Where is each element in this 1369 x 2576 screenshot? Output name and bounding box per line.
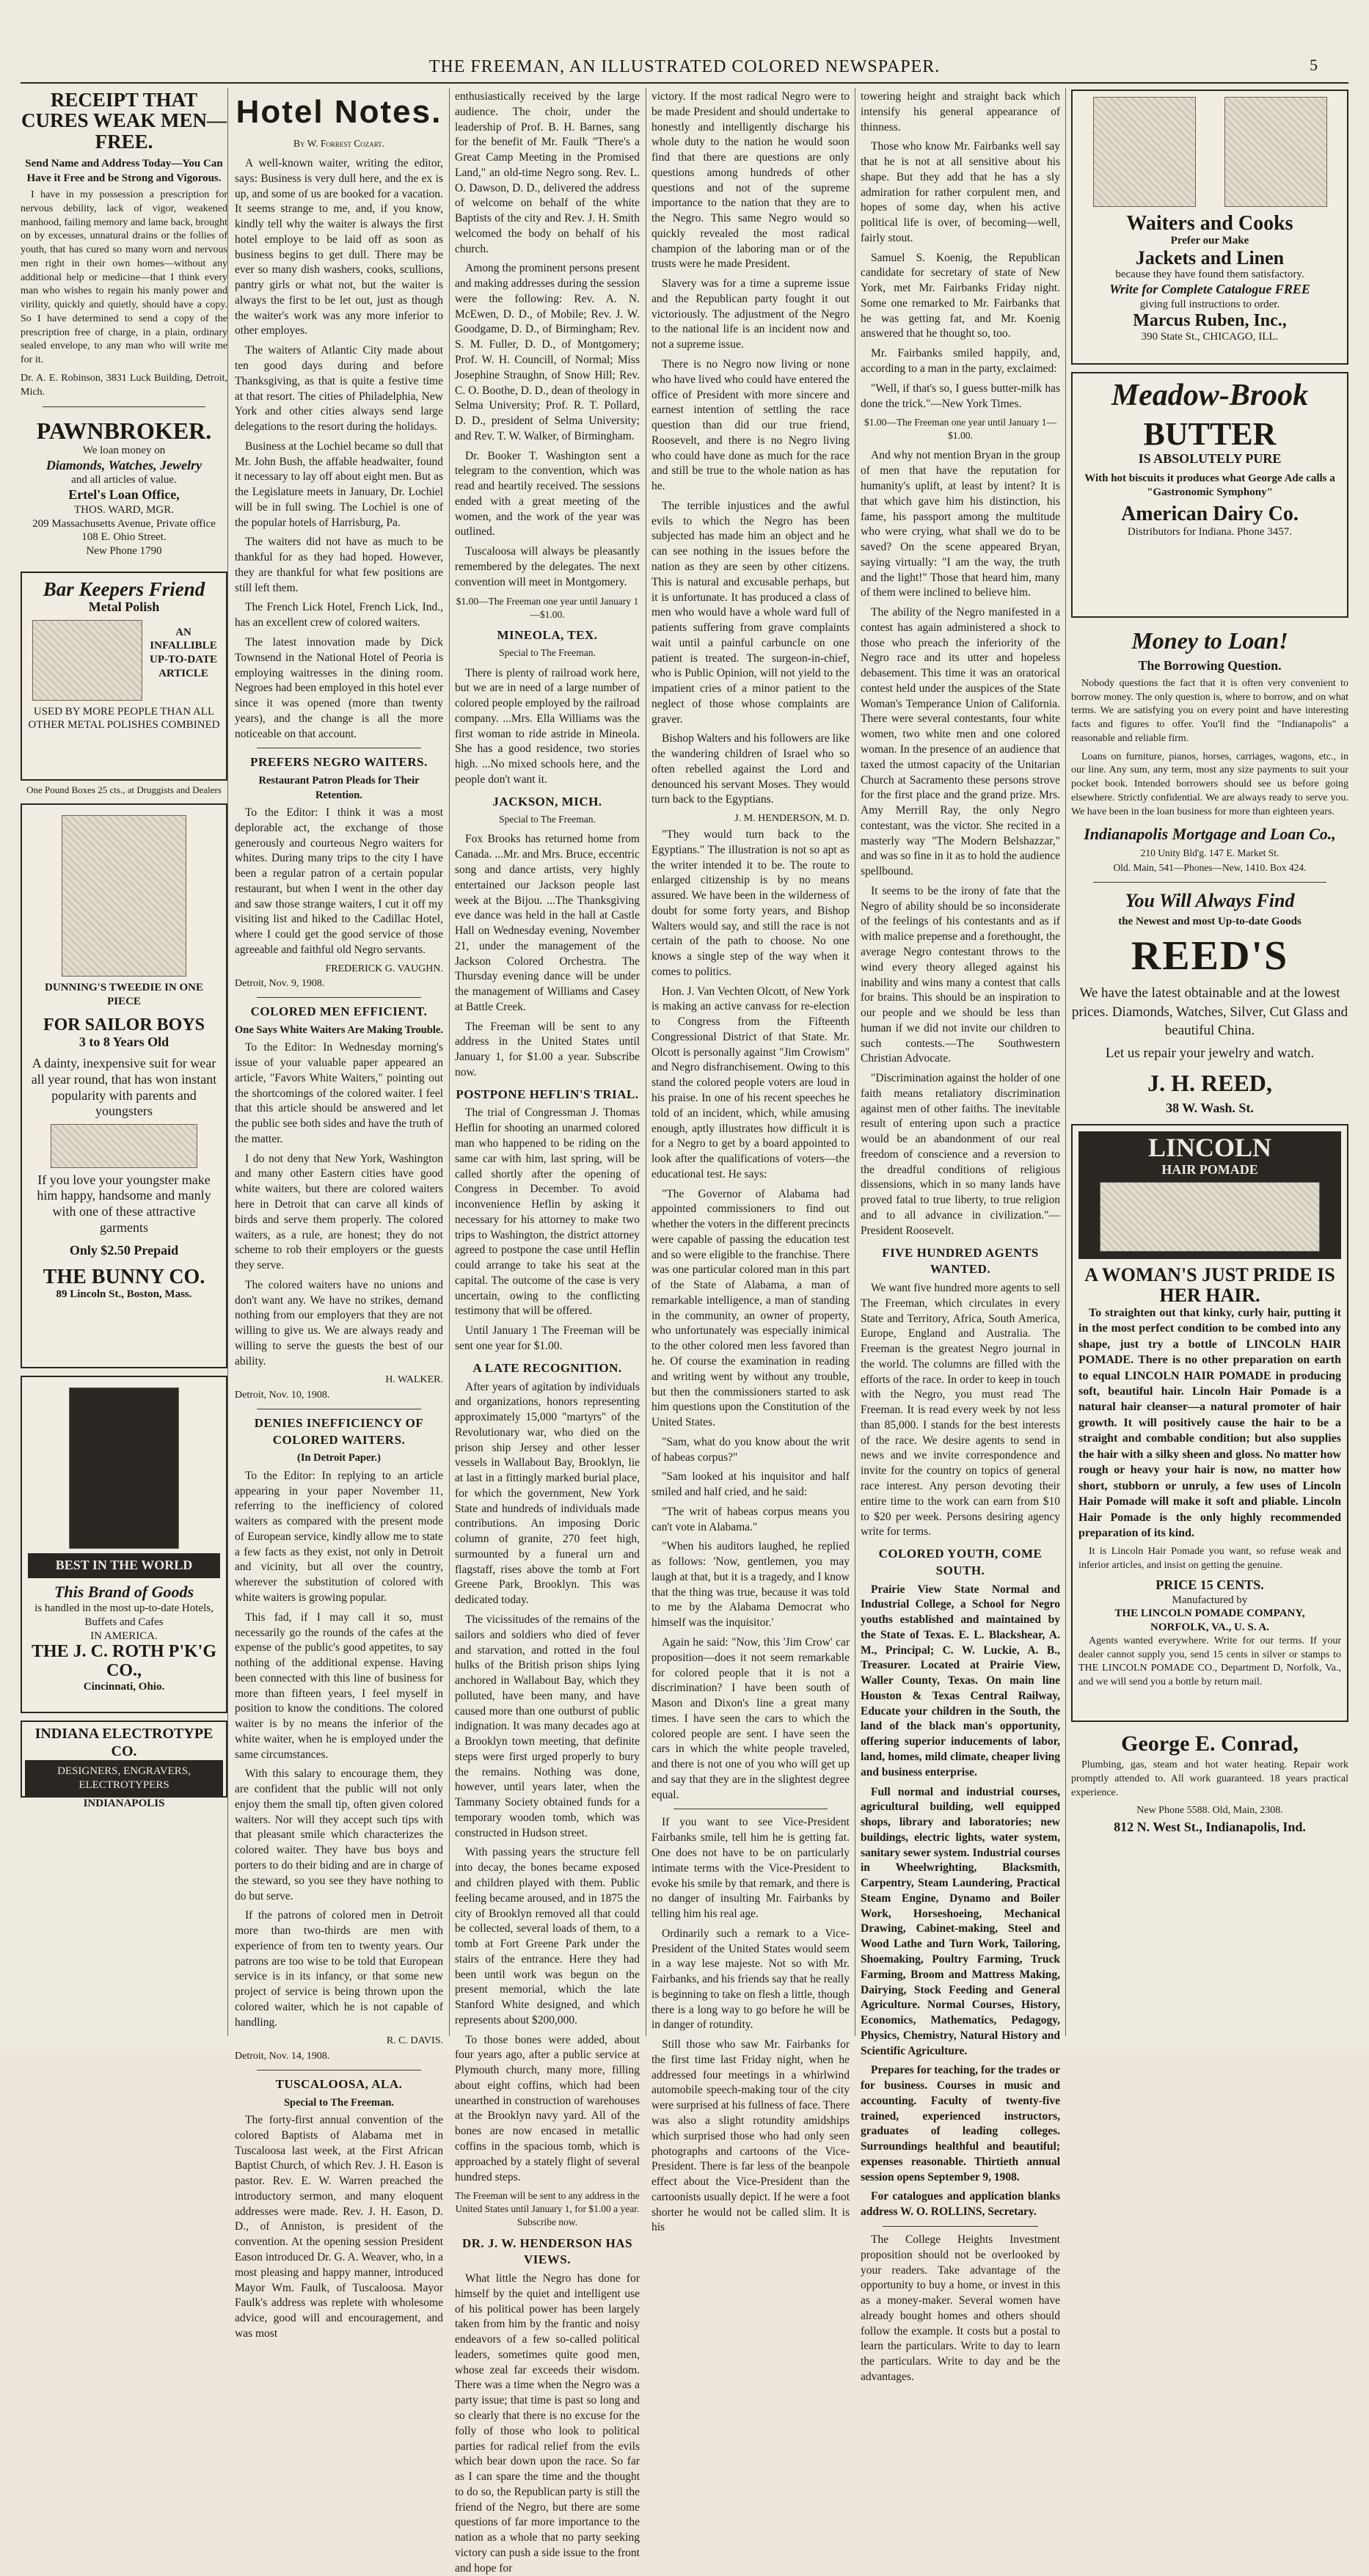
article-paragraph: After years of agitation by individuals and organizations, honors representing approximately 15,000 "martyrs" of the Revolutionary war, who died on the prison ship Jersey and other lesser vessels in Wallabout Bay, Brooklyn, lie at last in a fittingly marked burial place, for which the government, New York State and hundreds of individuals made contributions. An imposing Doric column of granite, 270 feet high, surmounted by a funeral urn and flagstaff, rises above the tomb at Fort Greene Park, Brooklyn. This was dedicated today. — [455, 1380, 640, 1607]
signature: J. M. HENDERSON, M. D. — [734, 813, 850, 825]
column-4 — [651, 90, 850, 2234]
hotel-notes-title: Hotel Notes. — [236, 94, 442, 130]
special-note: Special to The Freeman. — [499, 647, 596, 659]
bunny-line: 3 to 8 Years Old — [79, 1034, 169, 1049]
signature: FREDERICK G. VAUGHN. — [325, 963, 443, 974]
article-paragraph: Dr. Booker T. Washington sent a telegram to the convention, which was read and heartily received. The sessions ended with a great meeting of the women, and the work of the year was outlined. — [455, 449, 640, 539]
article-paragraph: The College Heights Investment proposition should not be overlooked by your readers. Take advantage of the opportunity to buy a home, or invest in this as a money-maker. Several women have already bought homes and others should follow the example. It costs but a postal to learn the particulars. Write to day to learn the particulars. Write to day and be the advantages. — [861, 2233, 1060, 2383]
pawn-line: We loan money on — [82, 445, 166, 457]
money-phones: Old. Main, 541—Phones—New, 1410. Box 424. — [1113, 862, 1307, 874]
subheadline: Special to The Freeman. — [283, 2096, 395, 2109]
article-paragraph: The waiters did not have as much to be thankful for as they had hoped. However, they are thankful for what few positions are still left them. — [235, 536, 443, 594]
article-paragraph: If the patrons of colored men in Detroit more than two-thirds are men with experience of from ten to twenty years. Our patrons are too wise to be told that European service is in its infancy, or that some new project of service is being thrown upon the colored waiter, which he is not capable of handling. — [235, 1909, 443, 2029]
article-paragraph: The French Lick Hotel, French Lick, Ind., has an excellent crew of colored waiters. — [235, 601, 443, 630]
column-2 — [235, 90, 443, 2340]
subscription-note: $1.00—The Freeman one year until January 1—$1.00. — [864, 417, 1057, 442]
article-paragraph: Slavery was for a time a supreme issue and the Republican party fought it out victoriously. The adjustment of the Negro to the national life is an incident now and not a supreme issue. — [651, 277, 850, 351]
article-paragraph: "Sam looked at his inquisitor and half smiled and half cried, and he said: — [651, 1470, 850, 1499]
article-paragraph: victory. If the most radical Negro were to be made President and should undertake to honestly and intelligently discharge his whole duty to the nation he would soon find that there are questions are only questions among hundreds of other questions and not of the supreme importance to the nation that they are to the Negro. This same Negro would so quickly revealed the most radical champion of the laboring man or of the trusts were he made President. — [651, 90, 850, 271]
conrad-ad — [1071, 1729, 1348, 1836]
bunny-price: Only $2.50 Prepaid — [69, 1243, 179, 1258]
pawn-line: Ertel's Loan Office, — [68, 487, 180, 503]
article-paragraph: "Sam, what do you know about the writ of habeas corpus?" — [651, 1435, 850, 1464]
article-paragraph: With this salary to encourage them, they are confident that the public will not only enjoy them the small tip, often given colored waiters. Nor will they accept such tips with that pleasant smile which characterizes the colored waiter. They have bus boys and porters to do their biding and are in charge of the steward, so you see they have nothing to do but serve. — [235, 1767, 443, 1902]
money-title: Money to Loan! — [1131, 627, 1288, 654]
headline: MINEOLA, TEX. — [497, 627, 598, 642]
electro-line: DESIGNERS, ENGRAVERS, ELECTROTYPERS — [25, 1760, 223, 1797]
article-paragraph: "The writ of habeas corpus means you can't vote in Alabama." — [651, 1505, 850, 1533]
article-paragraph: The vicissitudes of the remains of the sailors and soldiers who died of fever and starvation, and rotted in the foul hulks of the British prison ships lying anchored in Wallabout Bay, which they polluted, have been many, and have caused more than one outburst of public indignation. It was many decades ago at a Brooklyn town meeting, that definite steps were first urged properly to bury the remains. Nothing was done, however, until years later, when the Tammany Society obtained funds for a temporary wooden tomb, which was constructed in Hudson street. — [455, 1613, 640, 1839]
column-divider — [1065, 88, 1066, 2036]
article-paragraph: Full normal and industrial courses, agricultural building, well equipped shops, library and laboratories; new buildings, electric lights, water system, sanitary sewer system. Industrial courses in Wheelwrighting, Blacksmith, Carpentry, Steam Laundering, Practical Steam Engine, Dynamo and Boiler Work, Horseshoeing, Mechanical Drawing, Cabinet-making, Steel and Wood Lathe and Turn Work, Tailoring, Shoemaking, Poultry Farming, Truck Farming, Broom and Mattress Making, Dairying, Stock Feeding and General Agriculture. Normal Courses, History, Economics, Mathematics, Pedagogy, Physics, Chemistry, Natural History and Scientific Agriculture. — [861, 1785, 1060, 2057]
article-paragraph: A well-known waiter, writing the editor, says: Business is very dull here, and the ex is up, and some of us are booked for a vacation. It seems strange to me, and, if you know, kindly tell why the waiter is always the first hotel employe to be laid off as soon as business begins to get dull. There may be ever so many dish washers, cooks, scullions, pantry girls or what not, but the waiter is always the first to be let out, just as though the waiter's work was any more inferior to other employes. — [235, 157, 443, 337]
byline: By W. Forrest Cozart. — [293, 137, 385, 149]
headline: PREFERS NEGRO WAITERS. — [250, 755, 428, 770]
ruben-line: Jackets and Linen — [1135, 247, 1285, 269]
article-paragraph: To the Editor: I think it was a most deplorable act, the exchange of those generously and courteous Negro waiters for whites. During many trips to the city I have been a regular patron of a certain popular restaurant, but when I went in the other day and saw those strange waiters, I cut it off my visiting list and hiked to the Cadillac Hotel, where I could get the good service of those agreeable and faithful old Negro servants. — [235, 806, 443, 956]
article-paragraph: If you want to see Vice-President Fairbanks smile, tell him he is getting fat. One does not have to be on particularly intimate terms with the Vice-President to evoke his smile by that remark, and there is no danger of insulting Mr. Fairbanks by telling him his real age. — [651, 1816, 850, 1921]
lincoln-company: THE LINCOLN POMADE COMPANY, — [1114, 1608, 1305, 1620]
pomade-jar-illustration — [1100, 1182, 1320, 1252]
roth-city: Cincinnati, Ohio. — [83, 1680, 165, 1693]
dateline: Detroit, Nov. 9, 1908. — [235, 978, 325, 990]
ruben-line: Waiters and Cooks — [1126, 212, 1293, 235]
article-paragraph: The ability of the Negro manifested in a contest has again administered a shock to those who preach the inferiority of the Negro race and its utter and hopeless debasement. This time it was an oratorical contest held under the auspices of the State Woman's Temperance Union of California. There were several contestants, four white women, two white men and one colored woman. In the presence of an audience that taxed the utmost capacity of the Unitarian Church at Sacramento these persons strove for the first place and the grand prize. Mrs. Amy Merrill Ray, the only Negro contestant, was the victor. She recited in a masterly way "The Modern Belshazzar," and was so fine in it as to hold the audience spellbound. — [861, 606, 1060, 878]
reed-line: the Newest and most Up-to-date Goods — [1118, 915, 1302, 927]
article-paragraph: Until January 1 The Freeman will be sent one year for $1.00. — [455, 1324, 640, 1352]
article-paragraph: Fox Brooks has returned home from Canada. ...Mr. and Mrs. Bruce, eccentric song and dance artists, very highly entertained our Jackson people last week at the Bijou. ...The Thanksgiving eve dance was held in the hall at Castle Hall on Wednesday evening, November 21, under the management of the Jackson Colored Orchestra. The Thursday evening dance will be under the management of Williams and Casey at Battle Creek. — [455, 833, 640, 1013]
money-company: Indianapolis Mortgage and Loan Co., — [1084, 825, 1336, 844]
article-paragraph: There is plenty of railroad work here, but we are in need of a large number of colored people employed by the railroad company. ...Mrs. Ella Williams was the first woman to ride astride in Mineola. She has a good residence, two stories high. ...No mixed schools here, and the people don't want it. — [455, 666, 640, 786]
lincoln-city: NORFOLK, VA., U. S. A. — [1150, 1621, 1269, 1633]
article-paragraph: "They would turn back to the Egyptians." The illustration is not so apt as the writer intended it to be. The route to enlarged citizenship is by no means assured. We have been in the wilderness of doubt for some forty years, and Bishop Walters would say, and still the race is not certain of the path to choose. No one knows a single step of the way when it comes to politics. — [651, 828, 850, 978]
headline: DR. J. W. HENDERSON HAS VIEWS. — [461, 2236, 633, 2267]
meadow-line: With hot biscuits it produces what George Ade calls a "Gastronomic Symphony" — [1084, 472, 1335, 498]
pawn-line: 209 Massachusetts Avenue, Private office 108 E. Ohio Street. — [32, 517, 216, 544]
headline: JACKSON, MICH. — [492, 794, 602, 809]
ruben-line: because they have found them satisfactory. — [1115, 269, 1304, 281]
bunny-line: FOR SAILOR BOYS — [43, 1015, 205, 1035]
article-paragraph: What little the Negro has done for himself by the quiet and intelligent use of his political power has been largely taken from him by the frantic and noisy endeavors of a few so-called political leaders, sometimes quite good men, whose zeal far exceeds their wisdom. There was a time when the Negro was a party issue; that time is past so long and so clearly that there is no excuse for the folly of those who look to political parties for radical relief from the evils which bear down upon the race. So far as I can spare the time and the thought to do so, the Republican party is still the friend of the Negro, but there are some questions of far more importance to the nation as a whole that no party seeking victory can push a side issue to the front and hope for — [455, 2272, 640, 2575]
reed-line: You Will Always Find — [1125, 890, 1295, 912]
article-paragraph: Prepares for teaching, for the trades or for business. Courses in music and accounting. Faculty of twenty-five trained, experienced instructors, graduates of leading colleges. Surroundings healthful and beautiful; expenses reasonable. Thirtieth annual session opens September 9, 1908. — [861, 2064, 1060, 2183]
meadow-line: BUTTER — [1143, 416, 1277, 453]
article-paragraph: Business at the Lochiel became so dull that Mr. John Bush, the affable headwaiter, found it necessary to lay off about eight men. But as the Legislature meets in January, Dr. Lochiel will be in full swing. The Lochiel is one of the popular hotels of Harrisburg, Pa. — [235, 439, 443, 529]
signature: R. C. DAVIS. — [386, 2035, 443, 2047]
signature: H. WALKER. — [385, 1374, 443, 1386]
article-paragraph: Again he said: "Now, this 'Jim Crow' car proposition—does it not seem remarkable for colored people that it is not a discrimination? I have been south of Mason and Dixon's line a great many times. I have seen the cars to which the colored people are sent. I have seen the cars in which the white people traveled, and there is not one of you who will get up and say that they are in the slightest degree equal. — [651, 1636, 850, 1801]
reed-ad — [1071, 889, 1348, 1117]
subscription-note: $1.00—The Freeman one year until January 1—$1.00. — [456, 595, 639, 620]
column-divider — [227, 88, 228, 2036]
roth-line: This Brand of Goods — [54, 1582, 194, 1601]
conrad-address: 812 N. West St., Indianapolis, Ind. — [1114, 1820, 1306, 1835]
article-paragraph: Samuel S. Koenig, the Republican candidate for secretary of state of New York, met Mr. Fairbanks Friday night. Some one remarked to Mr. Fairbanks that he was getting fat, and Mr. Koenig answered that he thought so, too. — [861, 251, 1060, 340]
receipt-ad — [21, 90, 227, 399]
reed-address: 38 W. Wash. St. — [1166, 1100, 1254, 1115]
masthead-rule — [21, 82, 1348, 84]
receipt-title: RECEIPT THAT CURES WEAK MEN—FREE. — [21, 89, 227, 153]
article-paragraph: Prairie View State Normal and Industrial College, a School for Negro youths established and maintained by the State of Texas. E. L. Blackshear, A. M., Principal; C. W. Luckie, A. B., Treasurer. Located at Prairie View, Waller County, Texas. On main line Houston & Texas Central Railway, Educate your children in the South, the land of the black man's opportunity, offering superior inducements of labor, land, homes, mild climate, cheaper living and business enterprise. — [861, 1583, 1060, 1778]
headline: COLORED YOUTH, COME SOUTH. — [878, 1547, 1043, 1577]
meadow-line: Distributors for Indiana. Phone 3457. — [1127, 525, 1293, 538]
money-sub: The Borrowing Question. — [1138, 657, 1282, 673]
money-text: Nobody questions the fact that it is often very convenient to borrow money. The only question is, where to borrow, and on what terms. We are satisfying you on every point and have interesting facts and figures to offer. You'll find the "Indianapolis" a reasonable and reliable firm. — [1071, 677, 1348, 744]
pawnbroker-ad — [21, 413, 227, 563]
article-paragraph: "The Governor of Alabama had appointed commissioners to find out whether the voters in the different precincts were capable of passing the education test and so were eligible to the franchise. There was one particular colored man in this part of the State of Alabama, a man of remarkable intelligence, a man of standing in the community, an owner of property, who unfortunately was especially inimical to the other colored men less favored than he. Of course the examination in reading and writing went by without any trouble, but then the commissioners started to ask him questions upon the Constitution of the United States. — [651, 1187, 850, 1429]
ruben-company: Marcus Ruben, Inc., — [1133, 310, 1287, 330]
article-paragraph: enthusiastically received by the large audience. The choir, under the leadership of Prof. B. H. Barnes, sang for the benefit of Mr. Faulk "There's a Great Camp Meeting in the Promised Land," an old-time Negro song. Rev. L. O. Dawson, D. D., delivered the address of welcome on behalf of the white Baptists of the city and Rev. J. H. Smith welcomed the body on behalf of his church. — [455, 90, 640, 255]
waiter-illustration — [1224, 97, 1327, 207]
polish-can-illustration — [32, 620, 142, 701]
bunny-address: 89 Lincoln St., Boston, Mass. — [56, 1288, 192, 1301]
roth-company: THE J. C. ROTH P'K'G CO., — [31, 1642, 217, 1680]
article-paragraph: The colored waiters have no unions and don't want any. We have no strikes, demand nothing from our employers that they are not willing to give us. We are always ready and willing to serve the guests the best of our ability. — [235, 1278, 443, 1368]
lincoln-title: LINCOLN — [1147, 1132, 1272, 1162]
bunny-line: If you love your youngster make him happy, handsome and manly with one of these attractive garments — [37, 1172, 211, 1235]
subscription-note: The Freeman will be sent to any address in the United States until January 1, for $1.00 a year. Subscribe now. — [455, 2190, 640, 2228]
bunny-line: DUNNING'S TWEEDIE IN ONE PIECE — [44, 982, 204, 1007]
article-paragraph: The trial of Congressman J. Thomas Heflin for shooting an unarmed colored man who happened to be riding on the same car with him, last spring, will be called shortly after the opening of Congress in December. To avoid inconvenience Heflin by asking it necessary for his attorney to make two trips to Washington, the district attorney agreed to postpone the case until Heflin could arrange to take his seat at the capital. The outcome of the case is very uncertain, owing to the conflicting testimony that will be offered. — [455, 1106, 640, 1318]
article-paragraph: To those bones were added, about four years ago, after a public service at Plymouth church, many more, filling about eight coffins, which had been unearthed in construction of warehouses at the Brooklyn navy yard. All of the bones are now encased in metallic coffins in the spacious tomb, which is approached by a stately flight of several hundred steps. — [455, 2033, 640, 2183]
lincoln-text: To straighten out that kinky, curly hair, putting it in the most perfect condition to be combed into any shape, just try a bottle of LINCOLN HAIR POMADE. There is no other preparation on earth to equal LINCOLN HAIR POMADE in producing soft, beautiful hair. Lincoln Hair Pomade is a natural hair cleanser—a natural promoter of hair growth. It will positively cause the hair to be a straight and combable condition; but also supplies the hair with a silky sheen and gloss. No matter how rough or heavy your hair is now, no matter how short, stubborn or unruly, a few uses of Lincoln Hair Pomade will make it soft and pliable. Lincoln Hair Pomade is the only highly recommended preparation of its kind. — [1078, 1306, 1341, 1539]
article-paragraph: The forty-first annual convention of the colored Baptists of Alabama met in Tuscaloosa last week, at the First African Baptist Church, of which Rev. J. H. Eason is pastor. Rev. E. W. Warren preached the introductory sermon, and many eloquent addresses were made. Rev. J. H. Eason, D. D., of Anniston, is president of the convention. At the opening session President Eason introduced Dr. G. A. Weaver, who, in a most pleasing and happy manner, introduced Mayor Wm. Faulk, of Tuscaloosa. Mayor Faulk's address was replete with wholesome advice, good will and encouragement, and was most — [235, 2114, 443, 2340]
indiana-electrotype-ad — [21, 1721, 227, 1809]
headline: TUSCALOOSA, ALA. — [275, 2076, 403, 2091]
article-paragraph: "When his auditors laughed, he replied as follows: 'Now, gentlemen, you may laugh at that, but it is a tragedy, and I know that the thing was true, because it was told to me by the Alabama Democrat who himself was the inquisitor.' — [651, 1540, 850, 1630]
receipt-signature: Dr. A. E. Robinson, 3831 Luck Building, Detroit, Mich. — [21, 372, 227, 398]
article-paragraph: "Well, if that's so, I guess butter-milk has done the trick."—New York Times. — [861, 382, 1060, 410]
money-text: Loans on furniture, pianos, horses, carriages, wagons, etc., in our line. Any sum, any term, most any size payments to suit your pocket book. Intended borrowers should see us before going elsewhere. Strictly confidential. We are always ready to serve you. We have been in the loan business for more than eighteen years. — [1071, 751, 1348, 817]
lincoln-slogan: A WOMAN'S JUST PRIDE IS HER HAIR. — [1084, 1264, 1335, 1306]
article-paragraph: I do not deny that New York, Washington and many other Eastern cities have good white waiters, but there are colored waiters here in Detroit that can carve all kinds of birds and serve them properly. The colored waiters, as a rule, are honest; they do not scheme to rob their employers or the guests they serve. — [235, 1152, 443, 1272]
reed-title: REED'S — [1131, 933, 1289, 979]
masthead: THE FREEMAN, AN ILLUSTRATED COLORED NEWSPAPER. — [428, 57, 941, 76]
column-divider — [449, 88, 450, 2036]
article-paragraph: towering height and straight back which intensify his general appearance of thinness. — [861, 90, 1060, 134]
lincoln-line: Manufactured by — [1172, 1594, 1248, 1606]
article-paragraph: Still those who saw Mr. Fairbanks for the first time last Friday night, when he addressed four meetings in a whirlwind automobile speech-making tour of the city were surprised at his fullness of face. There was also a slight rotundity amidships which surprised those who had only seen photographs and cartoons of the Vice-President. There is far less of the beanpole effect about the Vice-President than the cartoonists usually depict. If he were a foot shorter he would not be called slim. It is his — [651, 2038, 850, 2234]
ruben-line: giving full instructions to order. — [1139, 298, 1280, 310]
cook-illustration — [1093, 97, 1196, 207]
article-paragraph: Among the prominent persons present and making addresses during the session were the following: Rev. A. N. McEwen, D. D., of Mobile; Rev. J. W. Goodgame, D. D., of Birmingham; Rev. S. M. Fuller, D. D., of Montgomery; Prof. W. H. Councill, of Normal; Miss Josephine Straughn, of Snow Hill; Rev. C. O. Boothe, D. D., dean of theology in Selma University; Prof. R. T. Pollard, D. D., president of Selma University; and Rev. T. W. Walker, of Birmingham. — [455, 262, 640, 442]
article-paragraph: To the Editor: In replying to an article appearing in your paper November 11, referring to the inefficiency of colored waiters as compared with the present mode of European service, kindly allow me to state a few facts as they exist, not only in Detroit and vicinity, but all over the country, wherever the substitution of colored with white waiters is growing popular. — [235, 1469, 443, 1604]
bk-footer: One Pound Boxes 25 cts., at Druggists and Dealers — [26, 784, 222, 795]
roth-line: IN AMERICA. — [90, 1630, 158, 1642]
conrad-phones: New Phone 5588. Old, Main, 2308. — [1136, 1805, 1283, 1817]
bunny-company: THE BUNNY CO. — [43, 1265, 205, 1288]
article-paragraph: Those who know Mr. Fairbanks well say that he is not at all sensitive about his shape. But they add that he has a sly admiration for rather corpulent men, and hopes of some day, when his active political life is over, of becoming—well, fairly stout. — [861, 140, 1060, 244]
article-paragraph: The terrible injustices and the awful evils to which the Negro has been subjected has made him an object and he can see nothing in the issues before the nation as they are seen by other citizens. This is natural and excusable perhaps, but it is unfortunate. It has produced a class of men who would have a whole ward full of patients suffering from grave complaints wait until a painful carbuncle on one patient is treated. The surgeon-in-chief, who is Public Opinion, will not yield to the impatient cries of a minor patient to the neglect of those whose complaints are graver. — [651, 499, 850, 726]
article-paragraph: There is no Negro now living or none who have lived who could have entered the office of President with more sincere and earnest intention of settling the race question than did our true friend, Roosevelt, and there is no Negro living who could have done as much for the race and still be true to the whole nation as has he. — [651, 358, 850, 493]
article-paragraph: With passing years the structure fell into decay, the bones became exposed and children played with them. Public feeling became aroused, and in 1875 the city of Brooklyn removed all that could be collected, several loads of them, to a tomb at Fort Greene Park under the stairs of the entrance. Here they had been until work was begun on the present memorial, which the late Stanford White designed, and which represents about $200,000. — [455, 1846, 640, 2026]
reed-text: Let us repair your jewelry and watch. — [1105, 1046, 1315, 1062]
meadow-title: Meadow-Brook — [1111, 379, 1309, 412]
bk-title: Bar Keepers Friend — [43, 577, 205, 600]
lincoln-price: PRICE 15 CENTS. — [1156, 1577, 1264, 1592]
article-paragraph: Hon. J. Van Vechten Olcott, of New York is making an active canvass for re-election to Congress from the Fifteenth Congressional District of that State. Mr. Olcott is personally against "Jim Crowism" and Negro disfranchisement. Owing to this stand the colored people voters are loud in his praise. In one of his recent speeches he told of an incident, which, while amusing enough, aptly illustrates how difficult it is for a Negro to get by a board appointed to look after the qualifications of voters—the educational test. He says: — [651, 985, 850, 1181]
article-paragraph: To the Editor: In Wednesday morning's issue of your valuable paper appeared an article, "Favors White Waiters," pointing out the shortcomings of the colored waiter. I feel that this article should be answered and let the public see both sides and have the truth of the matter. — [235, 1041, 443, 1145]
article-paragraph: And why not mention Bryan in the group of men that have the reputation for humanity's uplift, at least by intent? It is that which gave him his distinction, his fame, his passport among the multitude who were crying, what shall we do to be saved? On the scene appeared Bryan, saying virtually: "I am the way, the truth and the light!" Those that heard him, many of them were inclined to believe him. — [861, 449, 1060, 599]
article-paragraph: This fad, if I may call it so, must necessarily go the rounds of the cafes at the expense of the public's good appetites, to say nothing of the additional expense. Having been connected with this line of business for more than fifteen years, I feel myself in position to know the conditions. The colored waiter is by no means the inferior of the white waiter, when he is employed under the same circumstances. — [235, 1610, 443, 1761]
conrad-text: Plumbing, gas, steam and hot water heating. Repair work promptly attended to. All work guaranteed. 18 years practical experience. — [1071, 1759, 1348, 1798]
bunny-line: A dainty, inexpensive suit for wear all year round, that has won instant popularity with parents and youngsters — [31, 1056, 217, 1119]
receipt-subtitle: Send Name and Address Today—You Can Have it Free and be Strong and Vigorous. — [25, 158, 223, 185]
pawn-line: Diamonds, Watches, Jewelry — [45, 457, 202, 472]
column-3 — [455, 90, 640, 2575]
special-note: Special to The Freeman. — [499, 814, 596, 825]
roth-line: is handled in the most up-to-date Hotels, Buffets and Cafes — [34, 1602, 213, 1628]
dateline: Detroit, Nov. 14, 1908. — [235, 2051, 330, 2062]
subheadline: One Says White Waiters Are Making Trouble. — [235, 1024, 443, 1036]
roth-packing-ad — [21, 1376, 227, 1713]
column-5 — [861, 90, 1060, 2383]
sailor-boy-illustration — [62, 815, 186, 977]
article-paragraph: The Freeman will be sent to any address in the United States until January 1, for $1.00 a year. Subscribe now. — [455, 1020, 640, 1079]
money-address: 210 Unity Bld'g. 147 E. Market St. — [1140, 847, 1279, 858]
lincoln-text: It is Lincoln Hair Pomade you want, so refuse weak and inferior articles, and insist on getting the genuine. — [1078, 1546, 1341, 1572]
page-number: 5 — [1310, 56, 1318, 74]
meadow-brook-butter-ad — [1071, 372, 1348, 618]
article-paragraph: "Discrimination against the holder of one faith means retaliatory discrimination against men of other faiths. The inevitable result of entering upon such a practice would be an abandonment of our real freedom of conscience and a reversion to the dreadful conditions of religious dissensions, which in so many lands have proved fatal to true liberty, to true religion and to all advance in civilization."—President Roosevelt. — [861, 1072, 1060, 1237]
article-paragraph: It seems to be the irony of fate that the Negro of ability should be so inconsiderate of the feelings of his contestants and as if with malice prepense and a forethought, the average Negro contestant throws to the wind every theory alleged against his inability and wins many a contest that calls for brains. This should be an inspiration to our people and we should be less than human if we did not invite our children to such contests.—The Southwestern Christian Advocate. — [861, 884, 1060, 1065]
pawn-line: New Phone 1790 — [86, 545, 162, 557]
article-paragraph: The waiters of Atlantic City made about ten good days during and before Thanksgiving, as that is quite a festive time at that resort. The cities of Philadelphia, New York and other cities always send large delegations to the resort during the holidays. — [235, 344, 443, 434]
roth-line: BEST IN THE WORLD — [28, 1553, 220, 1578]
reed-text: We have the latest obtainable and at the lowest prices. Diamonds, Watches, Silver, Cut Glass and beautiful China. — [1071, 985, 1348, 1038]
article-paragraph: Mr. Fairbanks smiled happily, and, according to a man in the party, exclaimed: — [861, 347, 1060, 376]
money-to-loan-ad — [1071, 625, 1348, 875]
article-paragraph: For catalogues and application blanks address W. O. ROLLINS, Secretary. — [861, 2190, 1060, 2219]
headline: COLORED MEN EFFICIENT. — [250, 1004, 428, 1019]
meadow-company: American Dairy Co. — [1121, 503, 1299, 526]
meadow-line: IS ABSOLUTELY PURE — [1138, 451, 1282, 467]
lincoln-hair-pomade-ad — [1071, 1124, 1348, 1722]
bottle-illustration — [69, 1387, 179, 1549]
headline: DENIES INEFFICIENCY OF COLORED WAITERS. — [254, 1415, 424, 1447]
column-6 — [1071, 90, 1348, 2034]
article-paragraph: The latest innovation made by Dick Townsend in the National Hotel of Peoria is employing waitresses in the dining room. Negroes had been employed in this hotel ever since it was opened (more than twenty years), and the change is all the more noticeable on that account. — [235, 636, 443, 740]
headline: FIVE HUNDRED AGENTS WANTED. — [882, 1245, 1039, 1277]
article-paragraph: Bishop Walters and his followers are like the wandering children of Israel who so often rebelled against the Lord and denounced his servant Moses. They would turn back to the Egyptians. — [651, 732, 850, 806]
electro-line: INDIANA ELECTROTYPE CO. — [34, 1726, 213, 1760]
pawn-line: THOS. WARD, MGR. — [74, 503, 174, 516]
conrad-title: George E. Conrad, — [1121, 1731, 1299, 1756]
ruben-line: Write for Complete Catalogue FREE — [1109, 282, 1310, 297]
column-1 — [21, 90, 227, 2034]
bar-keepers-friend-ad — [21, 572, 227, 781]
headline: A LATE RECOGNITION. — [472, 1360, 622, 1375]
ruben-line: Prefer our Make — [1170, 235, 1249, 247]
marcus-ruben-ad — [1071, 90, 1348, 365]
lincoln-text: Agents wanted everywhere. Write for our terms. If your dealer cannot supply you, send 15 cents in silver or stamps to THE LINCOLN POMADE CO., Department D, Norfolk, Va., and we will send you a bottle by return mail. — [1078, 1635, 1341, 1687]
lincoln-subtitle: HAIR POMADE — [1161, 1161, 1258, 1177]
headline: POSTPONE HEFLIN'S TRIAL. — [456, 1087, 639, 1101]
receipt-body: I have in my possession a prescription for nervous debility, lack of vigor, weakened manhood, failing memory and lame back, brought on by excesses, unnatural drains or the follies of youth, that has cured so many worn and nervous men right in their own homes—without any additional help or medicine—that I think every man who wishes to regain his manly power and virility, quickly and quietly, should have a copy. So I have determined to send a copy of the prescription free of charge, in a plain, ordinary sealed envelope, to any man who will write me for it. — [21, 189, 227, 366]
sample-suit-illustration — [51, 1124, 197, 1168]
article-paragraph: Ordinarily such a remark to a Vice-President of the United States would seem in a way lese majeste. Not so with Mr. Fairbanks, and his friends say that he really is beginning to take on flesh a little, though there is a long way to go before he will be in danger of rotundity. — [651, 1927, 850, 2032]
electro-line: INDIANAPOLIS — [83, 1797, 165, 1809]
article-paragraph: We want five hundred more agents to sell The Freeman, which circulates in every State and Territory, Africa, South America, Europe, England and Australia. The Freeman is the greatest Negro journal in the world. The columns are filled with the efforts of the race. In order to keep in touch with the Negro, you must read The Freeman. It is read every week by not less than 85,000. I stands for the best interests of the race. We desire agents to send in news and we invite correspondence and invite for the country on topics of general race interest. Any person devoting their entire time to the work can earn from $10 to $20 per week. Persons desiring agency write for terms. — [861, 1282, 1060, 1539]
pawn-line: and all articles of value. — [71, 474, 177, 486]
pawn-title: PAWNBROKER. — [36, 417, 212, 445]
bk-line: USED BY MORE PEOPLE THAN ALL OTHER METAL POLISHES COMBINED — [28, 705, 220, 731]
article-paragraph: Tuscaloosa will always be pleasantly remembered by the delegates. The next convention will meet in Montgomery. — [455, 545, 640, 588]
bk-sub: Metal Polish — [88, 599, 160, 615]
reed-company: J. H. REED, — [1147, 1069, 1272, 1096]
bunny-co-ad — [21, 803, 227, 1368]
dateline: Detroit, Nov. 10, 1908. — [235, 1390, 330, 1401]
ruben-address: 390 State St., CHICAGO, ILL. — [1141, 330, 1279, 343]
subheadline: Restaurant Patron Pleads for Their Retention. — [258, 775, 420, 801]
subheadline: (In Detroit Paper.) — [297, 1452, 381, 1464]
bk-line: AN INFALLIBLE UP-TO-DATE ARTICLE — [150, 626, 217, 679]
